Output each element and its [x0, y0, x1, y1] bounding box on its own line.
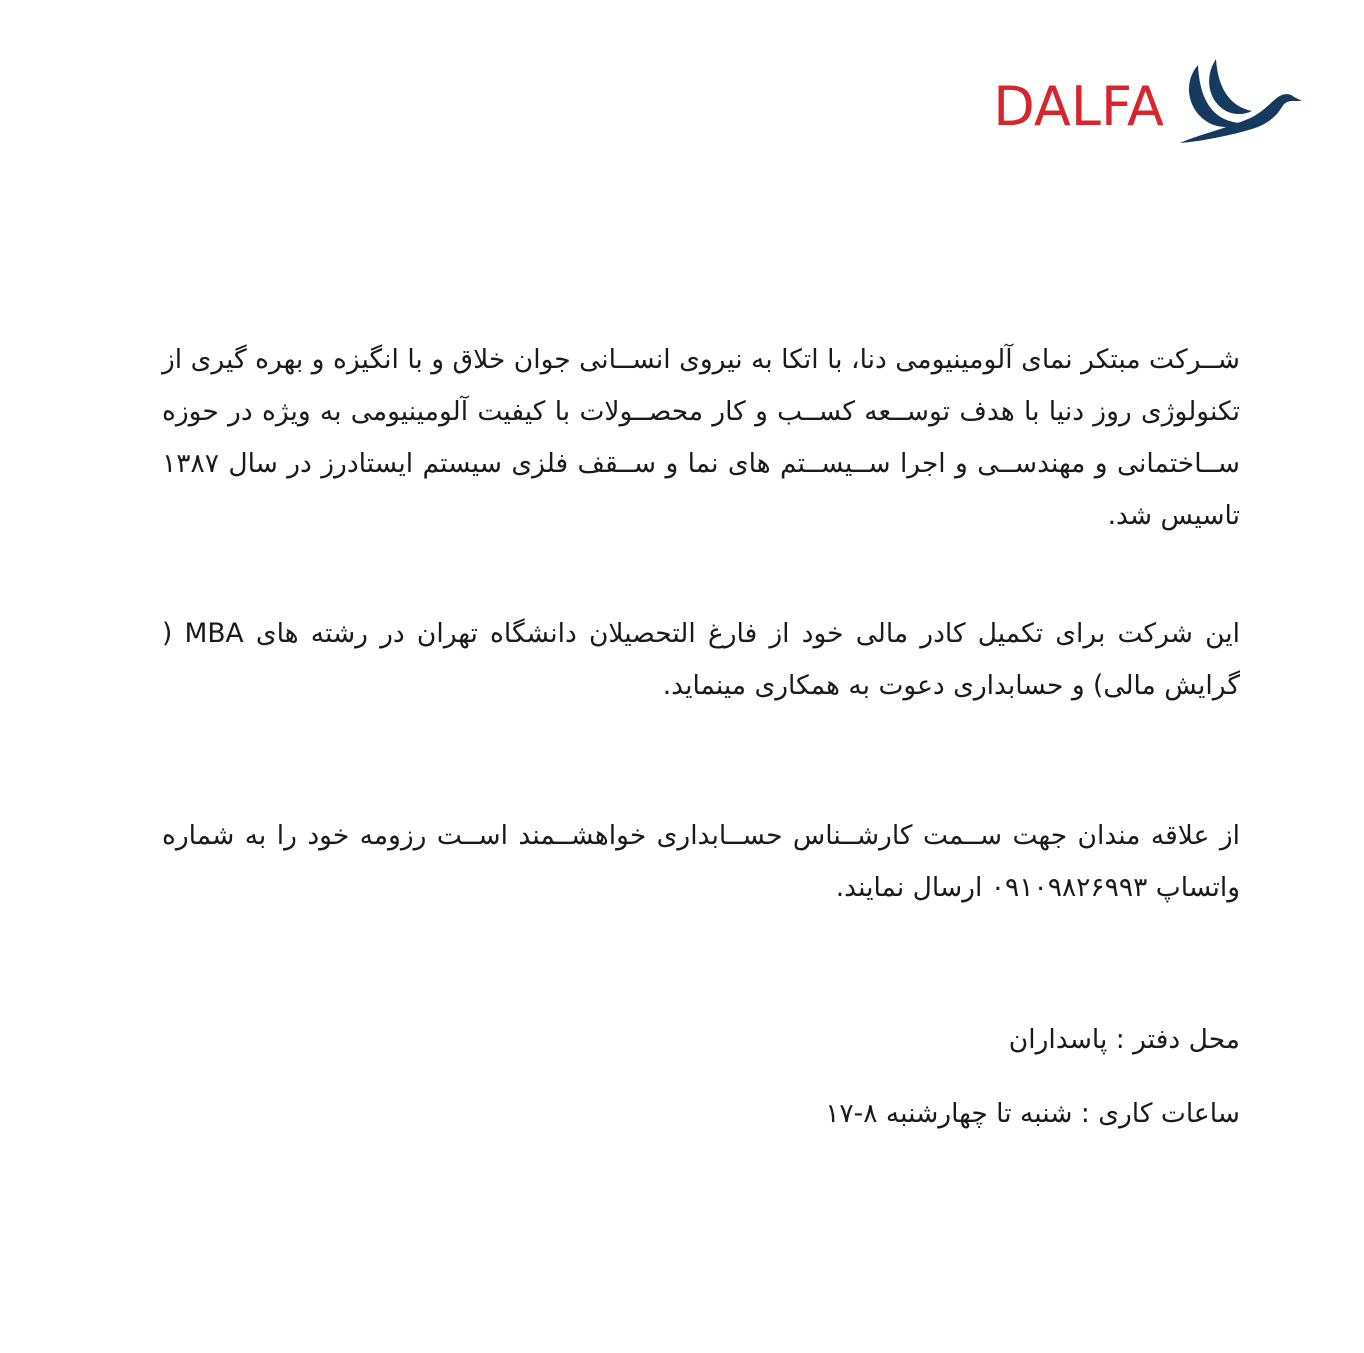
company-intro-paragraph: شــرکت مبتکر نمای آلومینیومی دنا، با اتکا به نیروی انســانی جوان خلاق و با انگیزه و بهره گیری از تکنولوژی روز دنیا با هدف توســعه کســب و کار محصــولات با کیفیت آلومینیومی به ویژه در حوزه ســاختمانی و مهندســی و اجرا ســیســتم های نما و ســقف فلزی سیستم ایستادرز در سال ۱۳۸۷ تاسیس شد.	[162, 344, 1240, 531]
application-paragraph	[162, 810, 1240, 914]
recruitment-text-end: ( گرایش مالی) و حسابداری دعوت به همکاری مینماید.	[162, 618, 1240, 701]
job-posting-body	[162, 334, 1240, 1140]
swan-icon	[1178, 55, 1304, 145]
working-hours: ساعات کاری : شنبه تا چهارشنبه ۸-۱۷	[825, 1098, 1240, 1129]
application-text-start: از علاقه مندان جهت ســمت کارشــناس حســابداری خواهشــمند اســت رزومه خود را به شماره واتساپ	[162, 820, 1240, 903]
whatsapp-number: ۰۹۱۰۹۸۲۶۹۹۳	[990, 872, 1148, 903]
office-location: محل دفتر : پاسداران	[1008, 1024, 1240, 1055]
dalfa-logo	[993, 50, 1304, 150]
application-text-end: ارسال نمایند.	[835, 872, 983, 903]
recruitment-text-start: این شرکت برای تکمیل کادر مالی خود از فارغ التحصیلان دانشگاه تهران در رشته های	[255, 618, 1240, 649]
recruitment-paragraph	[162, 608, 1240, 712]
mba-label: MBA	[184, 618, 244, 649]
logo-wordmark: DALFA	[993, 75, 1164, 138]
